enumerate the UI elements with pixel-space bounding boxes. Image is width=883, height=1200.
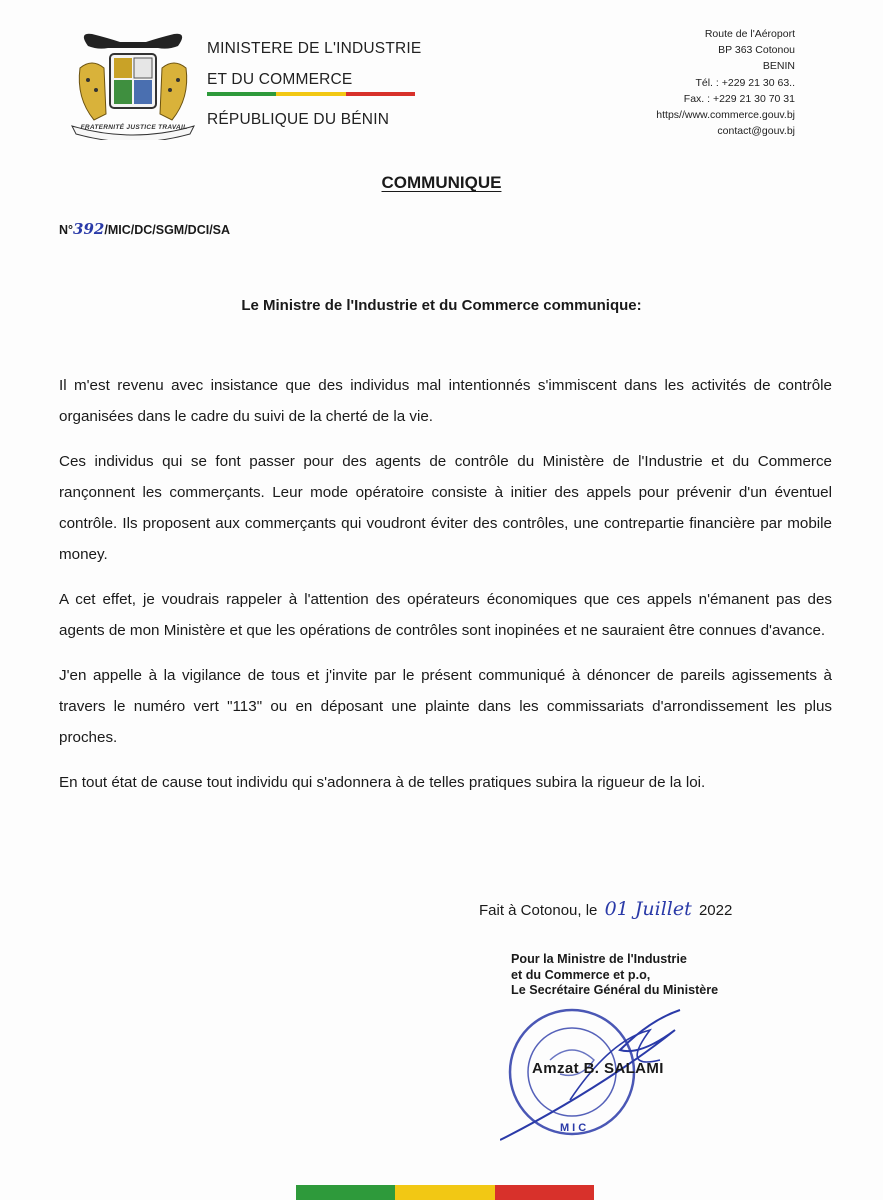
flag-yellow-band	[276, 92, 345, 96]
address-line: BP 363 Cotonou	[718, 44, 795, 57]
reference-number	[59, 220, 230, 238]
address-fax: Fax. : +229 21 30 70 31	[683, 92, 795, 105]
ref-handwritten-number: 392	[73, 220, 105, 238]
body-paragraph: Ces individus qui se font passer pour des agents de contrôle du Ministère de l'Industrie et du Commerce rançonnent les commerçants. Leur mode opératoire consiste à initier des appels pour prévenir d'un éventuel contrôle. Ils proposent aux commerçants qui voudront éviter des contrôles, une contrepartie financière par mobile money.	[59, 453, 832, 563]
ref-prefix: N°	[59, 223, 74, 237]
stamp-text: MIC	[560, 1122, 590, 1134]
place-and-date	[479, 898, 732, 920]
body-paragraph: J'en appelle à la vigilance de tous et j'invite par le présent communiqué à dénoncer de pareils agissements à travers le numéro vert "113" ou en déposant une plainte dans les commissariats d'arrondissement les plus proches.	[59, 667, 832, 746]
body-paragraph: En tout état de cause tout individu qui s'adonnera à de telles pratiques subira la rigueur de la loi.	[59, 774, 706, 791]
sign-line: Pour la Ministre de l'Industrie	[511, 952, 687, 966]
signature-block	[511, 952, 718, 999]
footer-yellow-band	[395, 1185, 494, 1200]
emblem-motto: FRATERNITÉ JUSTICE TRAVAIL	[80, 124, 188, 131]
sign-line: et du Commerce et p.o,	[511, 967, 651, 982]
address-line: BENIN	[762, 60, 795, 73]
body-paragraph: A cet effet, je voudrais rappeler à l'attention des opérateurs économiques que ces appels n'émanent pas des agents de mon Ministère et que les opérations de contrôles sont inopinées et ne sauraient être connues d'avance.	[59, 591, 832, 639]
year-text: 2022	[698, 902, 733, 919]
body-paragraph: Il m'est revenu avec insistance que des individus mal intentionnés s'immiscent dans les activités de contrôle organisées dans le cadre du suivi de la cherté de la vie.	[59, 377, 832, 425]
ministry-address	[656, 26, 795, 139]
flag-green-band	[207, 92, 276, 96]
ministry-name	[207, 33, 421, 95]
republic-name: RÉPUBLIQUE DU BÉNIN	[207, 111, 390, 128]
communique-body	[59, 370, 832, 812]
document-title	[0, 173, 883, 193]
signatory-name: Amzat B. SALAMI	[532, 1060, 664, 1077]
document-title-text: COMMUNIQUE	[381, 173, 502, 192]
ministry-name-line2: ET DU COMMERCE	[207, 71, 353, 88]
place-text: Fait à Cotonou, le	[479, 902, 598, 919]
footer-green-band	[296, 1185, 395, 1200]
communique-heading: Le Ministre de l'Industrie et du Commerce communique:	[241, 297, 642, 314]
ref-suffix: /MIC/DC/SGM/DCI/SA	[104, 223, 231, 237]
sign-line: Le Secrétaire Général du Ministère	[511, 983, 719, 997]
address-phone: Tél. : +229 21 30 63..	[695, 76, 795, 89]
flag-color-rule	[207, 92, 415, 96]
handwritten-date: 01 Juillet	[604, 898, 692, 920]
footer-red-band	[495, 1185, 594, 1200]
footer-flag-rule	[296, 1185, 594, 1200]
address-line: Route de l'Aéroport	[704, 28, 795, 40]
address-email: contact@gouv.bj	[717, 125, 795, 138]
ministry-name-line1: MINISTERE DE L'INDUSTRIE	[207, 40, 422, 57]
flag-red-band	[346, 92, 415, 96]
address-website: https//www.commerce.gouv.bj	[656, 109, 795, 122]
